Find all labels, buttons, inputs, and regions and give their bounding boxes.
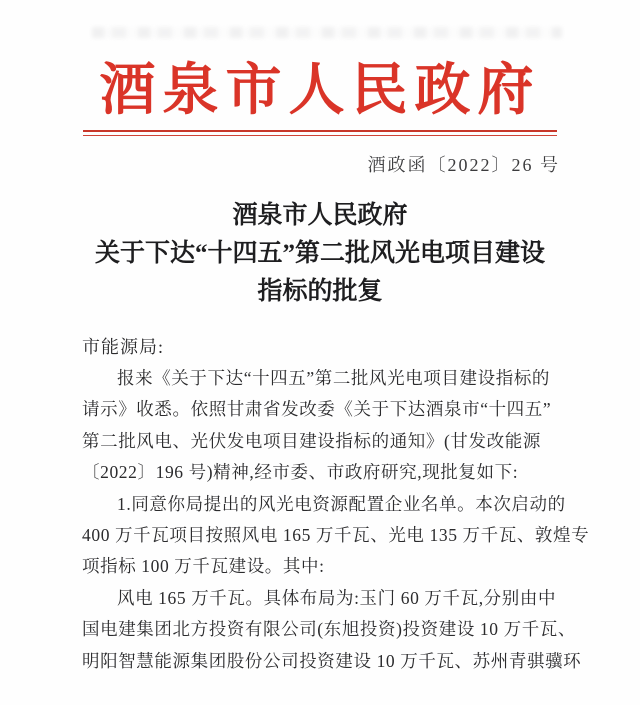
document-title-line-2: 关于下达“十四五”第二批风光电项目建设 (94, 240, 545, 267)
salutation: 市能源局: (82, 337, 165, 357)
body-line: 报来《关于下达“十四五”第二批风光电项目建设指标的 (117, 368, 551, 388)
document-body (82, 363, 590, 677)
body-line: 第二批风电、光伏发电项目建设指标的通知》(甘发改能源 (82, 430, 541, 451)
body-line: 400 万千瓦项目按照风电 165 万千瓦、光电 135 万千瓦、敦煌专 (82, 525, 590, 546)
bleed-through-artifact (92, 27, 562, 38)
body-line: 〔2022〕196 号)精神,经市委、市政府研究,现批复如下: (82, 462, 519, 483)
document-title-line-1: 酒泉市人民政府 (232, 202, 408, 229)
body-line: 明阳智慧能源集团股份公司投资建设 10 万千瓦、苏州青骐骥环 (82, 650, 582, 671)
letterhead-divider-rule (83, 130, 557, 136)
document-title-line-3: 指标的批复 (257, 278, 383, 305)
document-title (0, 197, 640, 311)
document-reference-number: 酒政函〔2022〕26 号 (367, 155, 560, 175)
body-line: 项指标 100 万千瓦建设。其中: (82, 556, 325, 577)
body-line: 国电建集团北方投资有限公司(东旭投资)投资建设 10 万千瓦、 (82, 619, 577, 640)
body-line: 请示》收悉。依照甘肃省发改委《关于下达酒泉市“十四五” (82, 399, 552, 420)
body-line: 风电 165 万千瓦。具体布局为:玉门 60 万千瓦,分别由中 (117, 587, 557, 608)
letterhead-agency-name: 酒泉市人民政府 (99, 60, 541, 122)
body-line: 1.同意你局提出的风光电资源配置企业名单。本次启动的 (117, 493, 566, 514)
